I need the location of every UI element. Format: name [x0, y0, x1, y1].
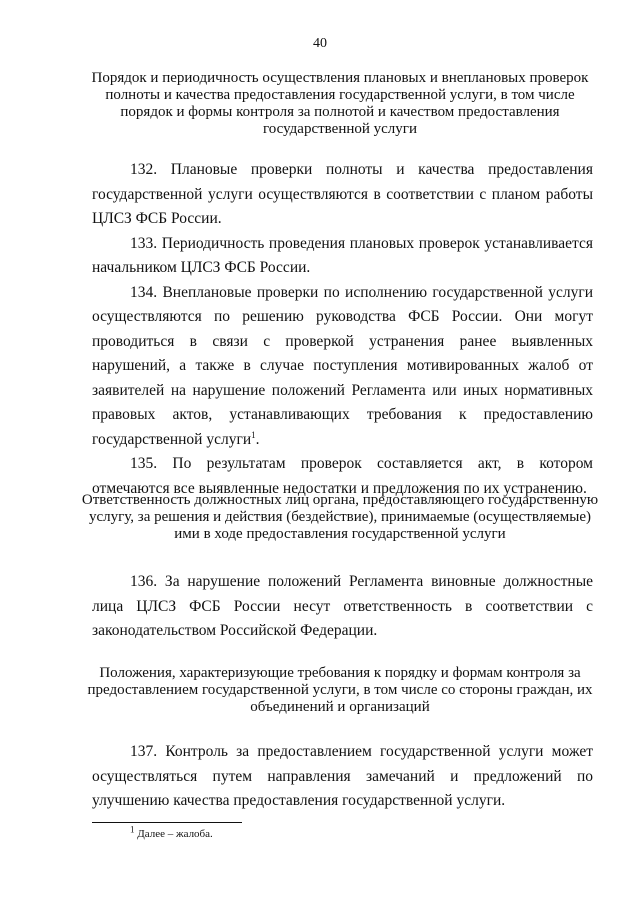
paragraph-136: 136. За нарушение положений Регламента виновные должностные лица ЦЛСЗ ФСБ России несут ответственность в соответствии с законодательством Российской Федерации.	[92, 573, 593, 639]
footnote-mark: 1	[130, 824, 135, 835]
paragraph-132: 132. Плановые проверки полноты и качества предоставления государственной услуги осуществляются в соответствии с планом работы ЦЛСЗ ФСБ России.	[92, 161, 593, 227]
footnote-divider	[92, 822, 242, 823]
footnote-reference: 1	[251, 429, 256, 440]
paragraph-134-text: 134. Внеплановые проверки по исполнению государственной услуги осуществляются по решению руководства ФСБ России. Они могут проводиться в связи с проверкой устранения ранее выявленных нарушений, а также в случае поступления мотивированных жалоб от заявителей на нарушение положений Регламента или иных нормативных правовых актов, устанавливающих требования к предоставлению государственной услуги	[92, 283, 593, 448]
paragraph-137: 137. Контроль за предоставлением государственной услуги может осуществляться путем направления замечаний и предложений по улучшению качества предоставления государственной услуги.	[92, 743, 593, 809]
section-heading-responsibility: Ответственность должностных лиц органа, предоставляющего государственную услугу, за решения и действия (бездействие), принимаемые (осуществляемые) ими в ходе предоставления государственной услуги	[81, 492, 599, 542]
section-body-inspections	[92, 158, 593, 501]
page-number: 40	[313, 36, 327, 51]
section-body-responsibility	[92, 570, 593, 644]
footnote-text: Далее – жалоба.	[137, 828, 213, 840]
footnote	[130, 824, 213, 840]
paragraph-134	[92, 281, 593, 453]
paragraph-133: 133. Периодичность проведения плановых проверок устанавливается начальником ЦЛСЗ ФСБ России.	[92, 234, 593, 276]
section-heading-control: Положения, характеризующие требования к порядку и формам контроля за предоставлением государственной услуги, в том числе со стороны граждан, их объединений и организаций	[87, 665, 593, 715]
section-body-control	[92, 740, 593, 814]
section-heading-inspections: Порядок и периодичность осуществления плановых и внеплановых проверок полноты и качества предоставления государственной услуги, в том числе порядок и формы контроля за полнотой и качеством предоставления государственной услуги	[91, 70, 589, 137]
paragraph-134-end: .	[255, 430, 260, 448]
paragraph-135: 135. По результатам проверок составляется акт, в котором отмечаются все выявленные недостатки и предложения по их устранению.	[92, 455, 593, 497]
